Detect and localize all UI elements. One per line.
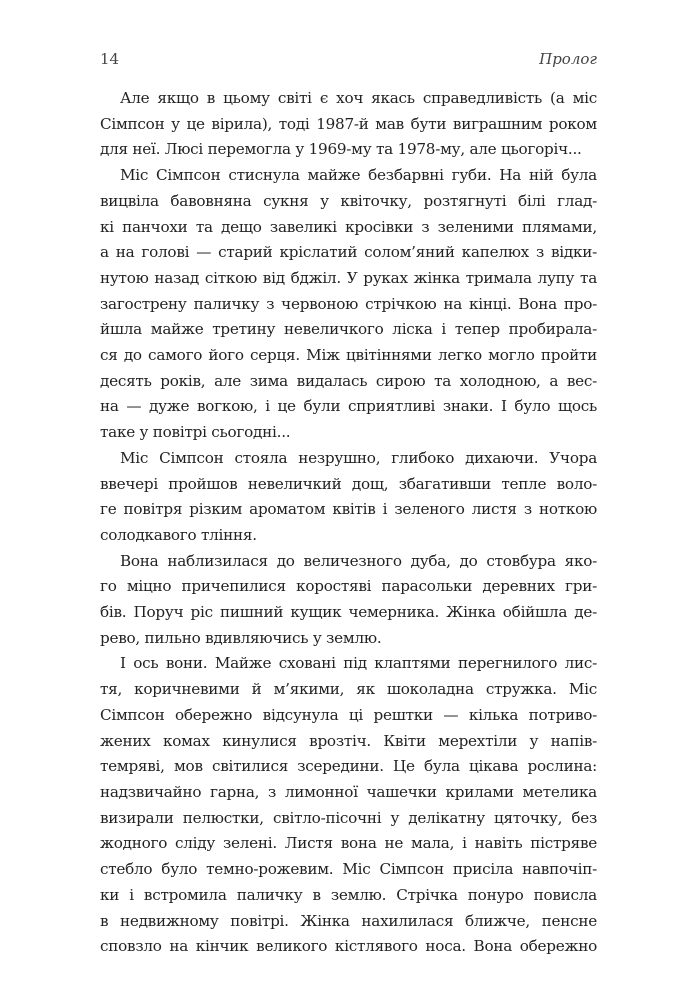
text-line: темряві, мов світилися зсередини. Це була цікава рослина:	[100, 757, 597, 776]
paragraph	[100, 446, 597, 549]
text-line: для неї. Люсі перемогла у 1969-му та 1978-му, але цьогоріч...	[100, 140, 582, 159]
text-line: Сімпсон обережно відсунула ці рештки — кілька потриво-	[100, 705, 597, 724]
text-line: стебло було темно-рожевим. Міс Сімпсон присіла навпочіп-	[100, 860, 597, 879]
text-line: ге повітря різким ароматом квітів і зеленого листя з ноткою	[100, 500, 597, 519]
text-line: таке у повітрі сьогодні...	[100, 423, 291, 442]
text-line: го міцно причепилися коростяві парасольки деревних гри-	[100, 577, 597, 596]
text-line: тя, коричневими й м’якими, як шоколадна стружка. Міс	[100, 680, 597, 699]
text-line: Сімпсон у це вірила), тоді 1987-й мав бути виграшним роком	[100, 114, 597, 133]
text-line: бів. Поруч ріс пишний кущик чемерника. Жінка обійшла де-	[100, 603, 597, 622]
text-line: на — дуже вогкою, і це були сприятливі знаки. І було щось	[100, 397, 597, 416]
text-line: сповзло на кінчик великого кістлявого носа. Вона обережно	[100, 937, 597, 956]
text-line: ся до самого його серця. Між цвітіннями легко могло пройти	[100, 346, 597, 365]
paragraph	[100, 651, 597, 959]
text-line: Але якщо в цьому світі є хоч якась справедливість (а міс	[120, 89, 597, 107]
text-line: нутою назад сіткою від бджіл. У руках жінка тримала лупу та	[100, 268, 597, 287]
text-line: визирали пелюстки, світло-пісочні у делікатну цяточку, без	[100, 808, 597, 827]
text-line: рево, пильно вдивляючись у землю.	[100, 628, 382, 647]
paragraph	[100, 86, 597, 163]
text-line: І ось вони. Майже сховані під клаптями перегнилого лис-	[120, 654, 597, 673]
paragraph	[100, 549, 597, 652]
text-line: Міс Сімпсон стиснула майже безбарвні губи. На ній була	[120, 166, 597, 185]
text-line: надзвичайно гарна, з лимонної чашечки крилами метелика	[100, 782, 597, 801]
text-line: Вона наблизилася до величезного дуба, до стовбура яко-	[120, 551, 597, 570]
text-line: кі панчохи та дещо завеликі кросівки з зеленими плямами,	[100, 217, 597, 236]
text-line: десять років, але зима видалась сирою та холодною, а вес-	[100, 371, 597, 390]
running-title: Пролог	[539, 50, 597, 68]
text-line: вицвіла бавовняна сукня у квіточку, розтягнуті білі глад-	[100, 191, 597, 210]
text-line: жених комах кинулися врозтіч. Квіти мерехтіли у напів-	[100, 731, 597, 750]
paragraph	[100, 163, 597, 446]
text-line: в недвижному повітрі. Жінка нахилилася ближче, пенсне	[100, 911, 597, 930]
text-line: ввечері пройшов невеличкий дощ, збагативши тепле воло-	[100, 474, 597, 493]
text-line: ки і встромила паличку в землю. Стрічка понуро повисла	[100, 885, 597, 904]
page-number: 14	[100, 50, 120, 68]
body-text	[100, 86, 597, 960]
text-line: жодного сліду зелені. Листя вона не мала, і навіть пістряве	[100, 834, 597, 853]
text-line: солодкавого тління.	[100, 525, 257, 544]
text-line: а на голові — старий кріслатий солом’яний капелюх з відки-	[100, 243, 597, 262]
text-line: Міс Сімпсон стояла незрушно, глибоко дихаючи. Учора	[120, 448, 597, 467]
text-line: загострену паличку з червоною стрічкою на кінці. Вона про-	[100, 294, 597, 313]
text-line: йшла майже третину невеличкого ліска і тепер пробирала-	[100, 320, 597, 339]
